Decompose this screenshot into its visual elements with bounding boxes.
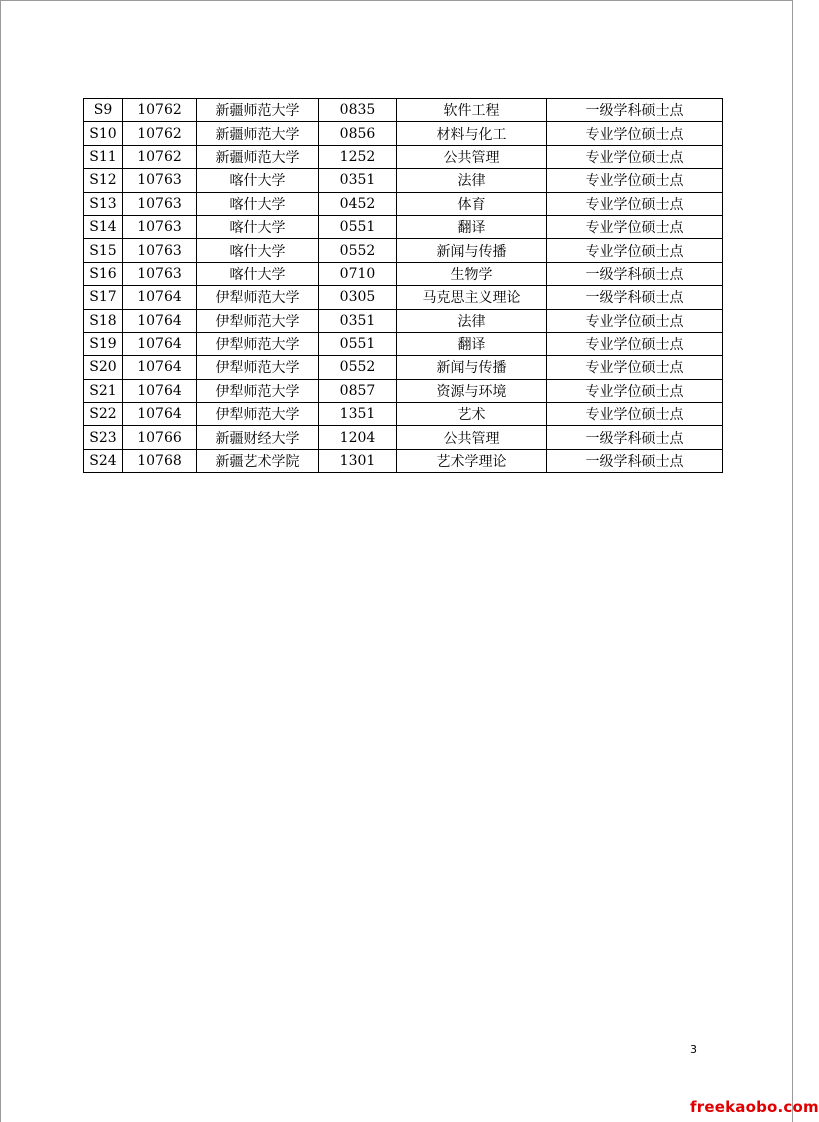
cell-school-name: 伊犁师范大学 (197, 286, 319, 309)
cell-degree-type: 专业学位硕士点 (547, 145, 723, 168)
cell-school-name: 喀什大学 (197, 239, 319, 262)
cell-discipline-code: 0835 (319, 99, 397, 122)
cell-discipline-name: 法律 (397, 169, 547, 192)
cell-discipline-name: 法律 (397, 309, 547, 332)
cell-discipline-code: 1252 (319, 145, 397, 168)
cell-discipline-code: 1301 (319, 449, 397, 472)
cell-serial: S24 (84, 449, 123, 472)
cell-discipline-name: 软件工程 (397, 99, 547, 122)
cell-school-code: 10762 (123, 145, 197, 168)
cell-degree-type: 一级学科硕士点 (547, 262, 723, 285)
cell-school-code: 10763 (123, 262, 197, 285)
cell-discipline-code: 0551 (319, 215, 397, 238)
cell-school-name: 新疆艺术学院 (197, 449, 319, 472)
cell-school-name: 伊犁师范大学 (197, 332, 319, 355)
cell-serial: S14 (84, 215, 123, 238)
table-row (84, 169, 723, 192)
cell-serial: S15 (84, 239, 123, 262)
cell-serial: S22 (84, 403, 123, 426)
table-row (84, 426, 723, 449)
cell-school-code: 10764 (123, 309, 197, 332)
table-row (84, 309, 723, 332)
table-row (84, 286, 723, 309)
cell-serial: S17 (84, 286, 123, 309)
cell-discipline-name: 材料与化工 (397, 122, 547, 145)
page-number: 3 (690, 1043, 697, 1056)
cell-discipline-code: 1204 (319, 426, 397, 449)
page-edge-left (0, 0, 1, 1122)
cell-serial: S21 (84, 379, 123, 402)
cell-school-name: 新疆财经大学 (197, 426, 319, 449)
cell-serial: S11 (84, 145, 123, 168)
cell-serial: S19 (84, 332, 123, 355)
cell-discipline-code: 0551 (319, 332, 397, 355)
cell-serial: S16 (84, 262, 123, 285)
table-row (84, 192, 723, 215)
cell-school-code: 10766 (123, 426, 197, 449)
watermark: freekaobo.com (690, 1098, 819, 1116)
cell-school-name: 伊犁师范大学 (197, 309, 319, 332)
cell-discipline-code: 0552 (319, 239, 397, 262)
cell-serial: S18 (84, 309, 123, 332)
cell-discipline-code: 0856 (319, 122, 397, 145)
cell-school-name: 伊犁师范大学 (197, 403, 319, 426)
table-row (84, 99, 723, 122)
cell-degree-type: 一级学科硕士点 (547, 449, 723, 472)
cell-school-name: 喀什大学 (197, 215, 319, 238)
cell-discipline-name: 新闻与传播 (397, 356, 547, 379)
cell-discipline-name: 公共管理 (397, 426, 547, 449)
cell-serial: S23 (84, 426, 123, 449)
cell-school-code: 10762 (123, 122, 197, 145)
cell-discipline-name: 公共管理 (397, 145, 547, 168)
cell-school-name: 喀什大学 (197, 192, 319, 215)
cell-discipline-code: 0552 (319, 356, 397, 379)
table-row (84, 449, 723, 472)
cell-school-code: 10763 (123, 192, 197, 215)
table-row (84, 379, 723, 402)
cell-degree-type: 专业学位硕士点 (547, 122, 723, 145)
table-row (84, 145, 723, 168)
cell-discipline-name: 体育 (397, 192, 547, 215)
cell-discipline-name: 艺术学理论 (397, 449, 547, 472)
cell-school-code: 10768 (123, 449, 197, 472)
table-row (84, 262, 723, 285)
cell-school-name: 伊犁师范大学 (197, 379, 319, 402)
cell-school-code: 10763 (123, 239, 197, 262)
cell-degree-type: 一级学科硕士点 (547, 426, 723, 449)
cell-school-name: 喀什大学 (197, 262, 319, 285)
cell-school-name: 喀什大学 (197, 169, 319, 192)
cell-school-name: 新疆师范大学 (197, 145, 319, 168)
cell-discipline-code: 0452 (319, 192, 397, 215)
cell-degree-type: 专业学位硕士点 (547, 169, 723, 192)
cell-degree-type: 专业学位硕士点 (547, 239, 723, 262)
cell-discipline-name: 艺术 (397, 403, 547, 426)
cell-school-code: 10763 (123, 169, 197, 192)
cell-discipline-code: 0351 (319, 309, 397, 332)
page-edge-right (792, 0, 793, 1122)
cell-discipline-name: 资源与环境 (397, 379, 547, 402)
cell-school-code: 10763 (123, 215, 197, 238)
cell-discipline-name: 翻译 (397, 332, 547, 355)
table-row (84, 356, 723, 379)
cell-school-code: 10764 (123, 332, 197, 355)
cell-degree-type: 专业学位硕士点 (547, 192, 723, 215)
cell-discipline-code: 0305 (319, 286, 397, 309)
cell-serial: S10 (84, 122, 123, 145)
cell-degree-type: 专业学位硕士点 (547, 332, 723, 355)
cell-degree-type: 一级学科硕士点 (547, 99, 723, 122)
cell-discipline-code: 0710 (319, 262, 397, 285)
cell-discipline-name: 生物学 (397, 262, 547, 285)
table-row (84, 215, 723, 238)
cell-school-name: 新疆师范大学 (197, 122, 319, 145)
cell-serial: S12 (84, 169, 123, 192)
table-row (84, 403, 723, 426)
cell-serial: S20 (84, 356, 123, 379)
cell-school-code: 10764 (123, 403, 197, 426)
cell-school-name: 新疆师范大学 (197, 99, 319, 122)
cell-discipline-name: 新闻与传播 (397, 239, 547, 262)
cell-degree-type: 专业学位硕士点 (547, 379, 723, 402)
cell-degree-type: 专业学位硕士点 (547, 356, 723, 379)
page-edge-top (0, 0, 792, 1)
cell-discipline-name: 马克思主义理论 (397, 286, 547, 309)
cell-discipline-code: 1351 (319, 403, 397, 426)
degree-program-table (83, 98, 723, 473)
cell-school-code: 10764 (123, 356, 197, 379)
cell-school-code: 10764 (123, 286, 197, 309)
cell-degree-type: 一级学科硕士点 (547, 286, 723, 309)
table-row (84, 239, 723, 262)
cell-discipline-code: 0351 (319, 169, 397, 192)
cell-degree-type: 专业学位硕士点 (547, 309, 723, 332)
cell-discipline-name: 翻译 (397, 215, 547, 238)
table-row (84, 122, 723, 145)
cell-school-code: 10764 (123, 379, 197, 402)
cell-serial: S9 (84, 99, 123, 122)
table-row (84, 332, 723, 355)
cell-school-name: 伊犁师范大学 (197, 356, 319, 379)
table-body (84, 99, 723, 473)
cell-degree-type: 专业学位硕士点 (547, 403, 723, 426)
cell-degree-type: 专业学位硕士点 (547, 215, 723, 238)
cell-serial: S13 (84, 192, 123, 215)
cell-school-code: 10762 (123, 99, 197, 122)
cell-discipline-code: 0857 (319, 379, 397, 402)
